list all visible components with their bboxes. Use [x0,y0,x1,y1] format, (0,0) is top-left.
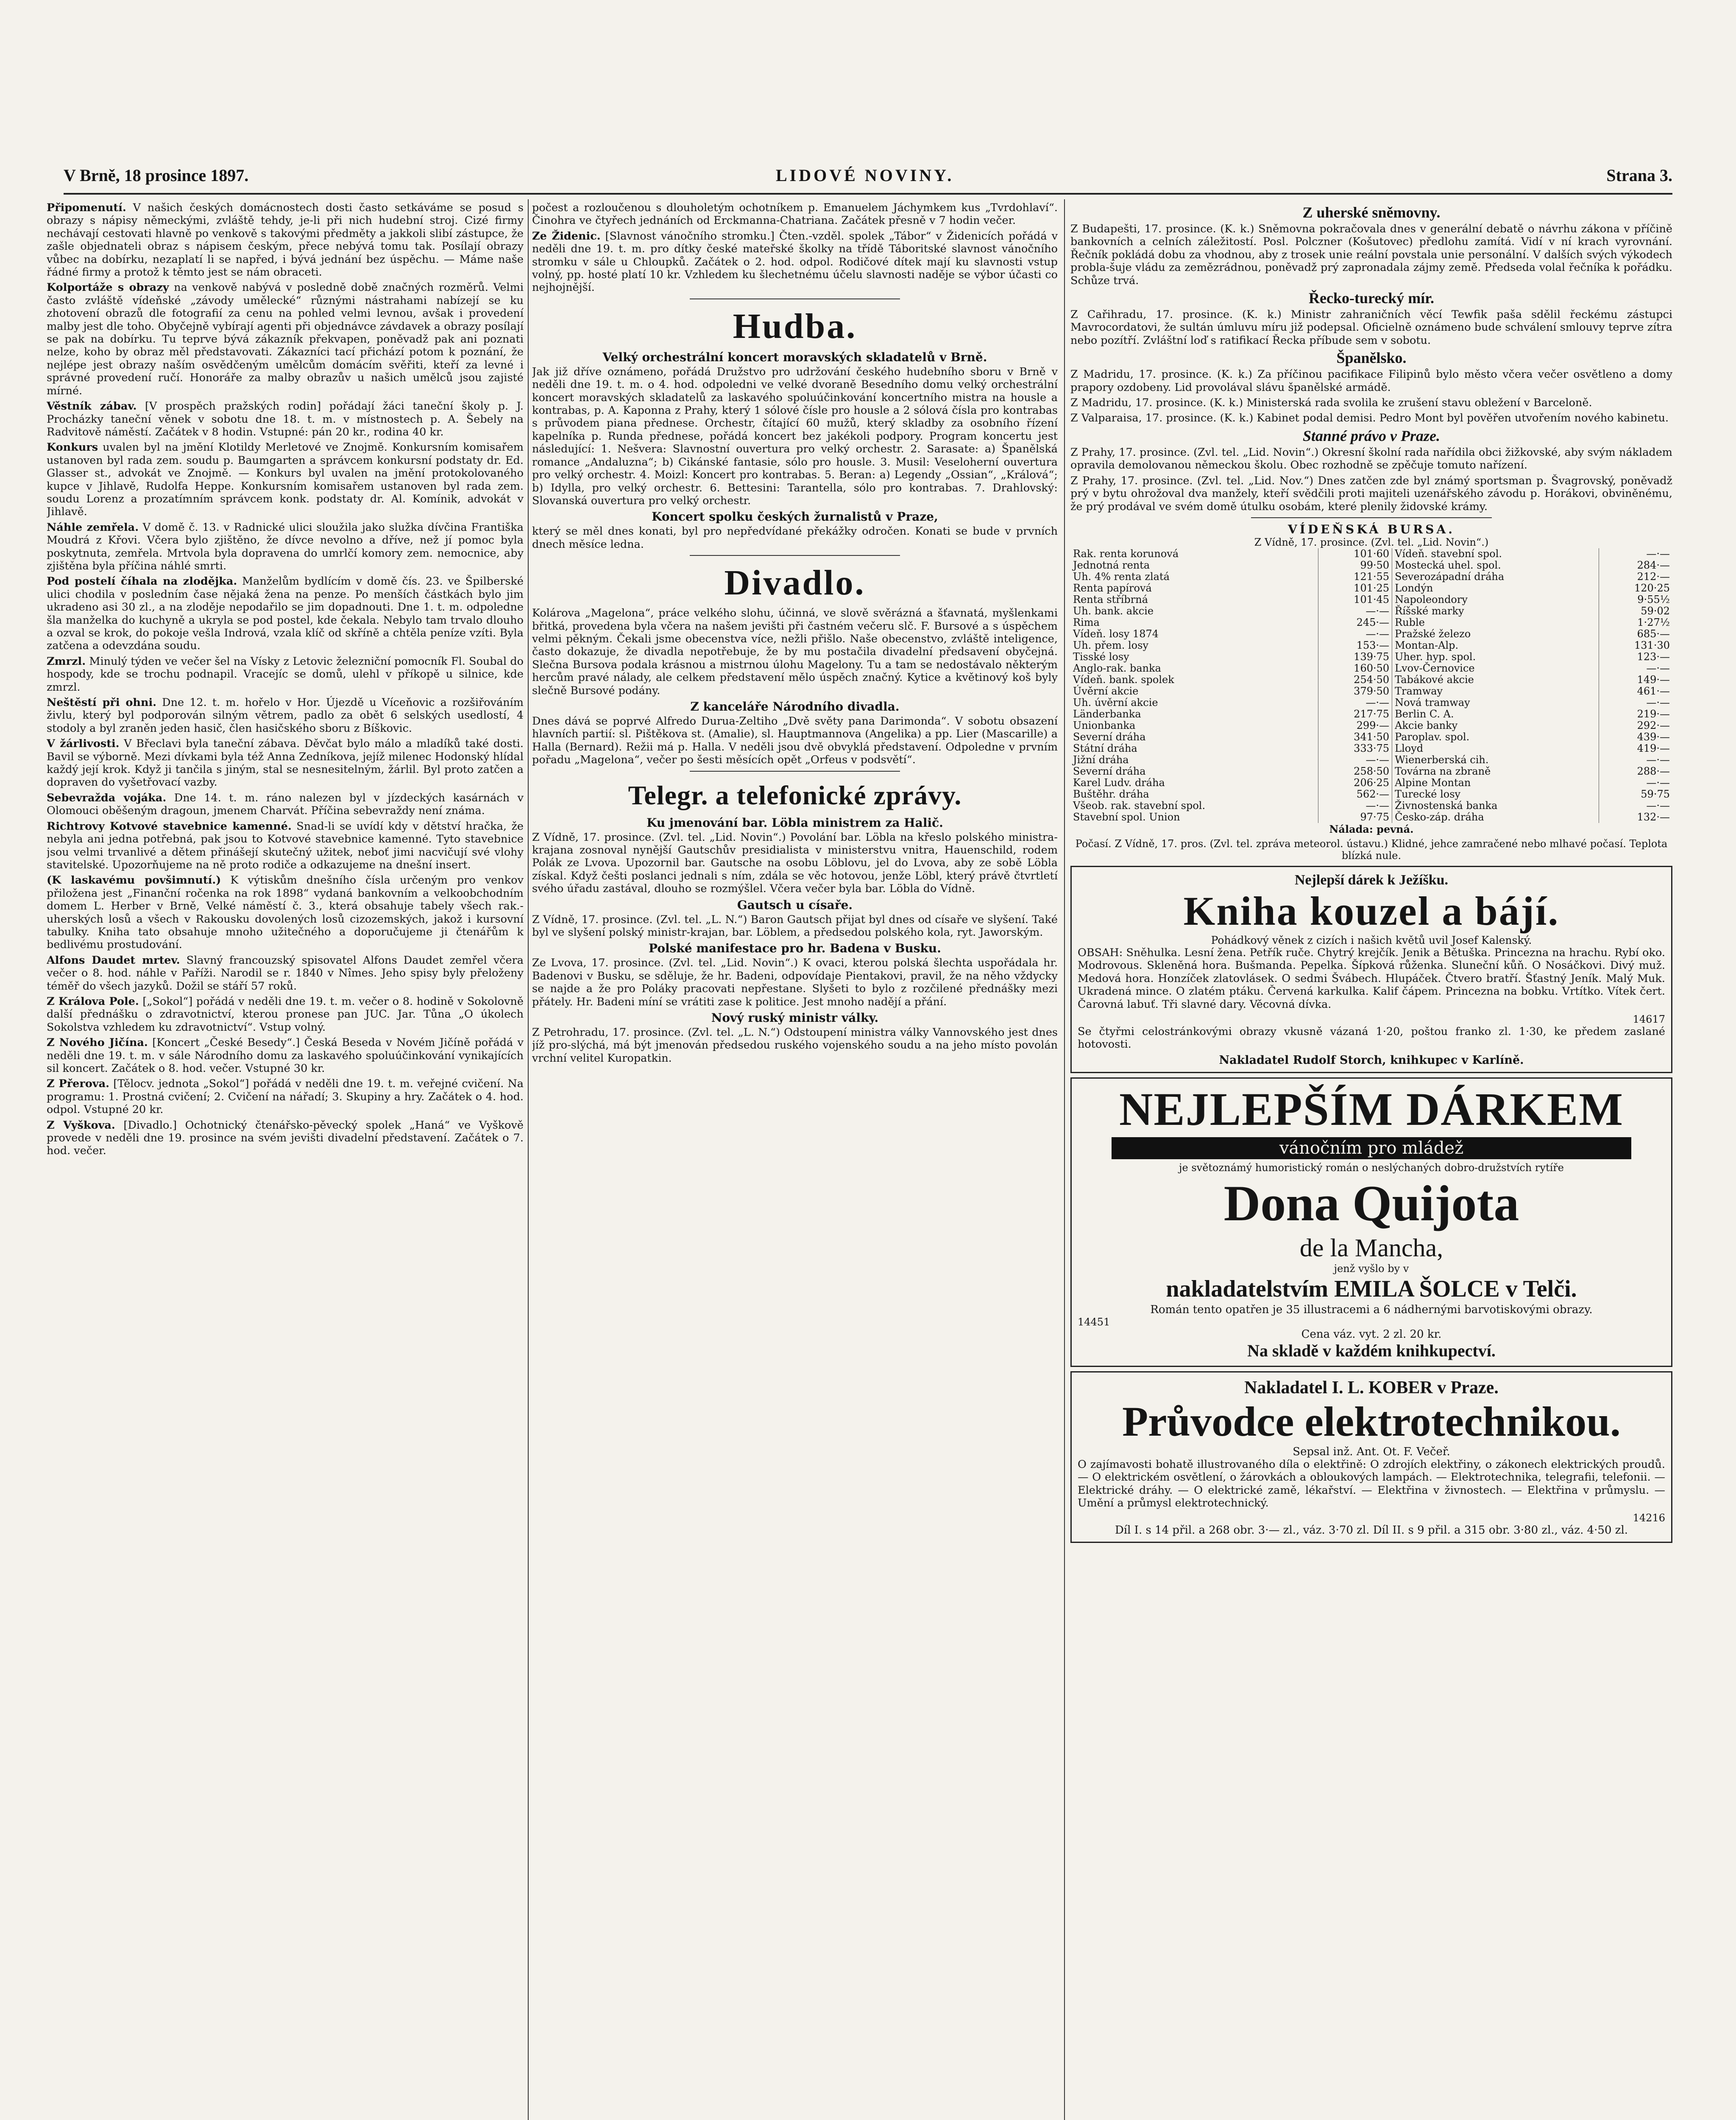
article-headline: Z kanceláře Národního divadla. [690,699,900,714]
bursa-item: Úvěrní akcie [1073,685,1139,697]
bursa-value: 245·— [1318,617,1392,628]
article-text: V domě č. 13. v Radnické ulici sloužila jako služka dívčina Františka Moudrá z Křovi. Včera bylo zjištěno, že dívce nevolno a dříve, než jí pomoc byla poskytnuta, zemřela. Mrtvola byla dopravena do umrlčí komory zem. nemocnice, aby zjištěna byla příčina náhlé smrti. [47,521,524,572]
article-body: Z Prahy, 17. prosince. (Zvl. tel. „Lid. Novin“.) Okresní školní rada nařídila obci žižkovské, aby svým nákladem opravila demolovanou německou školu. Obec rozhodně se zpěčuje tomuto nařízení. [1070,446,1672,472]
article-body: Dnes dává se poprvé Alfredo Durua-Zeltiho „Dvě světy pana Darimonda“. V sobotu obsazení hlavních partií: sl. Pištěkova st. (Amalie), sl. Hauptmannova (Angelika) a pp. Lier (Mascarille) a Halla (Bernard). Režii má p. Halla. V neděli jsou dvě obvyklá představení. Odpoledne v prvním pořadu „Magelona“, večer po šesti měsících opět „Orfeus v podsvětí“. [532,714,1058,767]
article-lead: Z Nového Jičína. [47,1036,148,1049]
ad-top: Nakladatel I. L. KOBER v Praze. [1244,1378,1499,1398]
article-lead: Sebevražda vojáka. [47,791,167,804]
ad-line: Pohádkový věnek z cizích i našich květů uvil Josef Kalenský. [1211,934,1532,946]
ad-price: Se čtyřmi celostránkovými obrazy vkusně vázaná 1·20, poštou franko zl. 1·30, ke předem zaslané hotovosti. [1078,1025,1665,1051]
article [47,792,524,817]
article-headline: Velký orchestrální koncert moravských skladatelů v Brně. [602,350,987,364]
article-body: Jak již dříve oznámeno, pořádá Družstvo pro udržování českého hudebního sboru v Brně v neděli dne 19. t. m. o 4. hod. odpoledni ve velké dvoraně Besedního domu velký orchestrální koncert moravských skladatelů za laskavého spoluúčinkování koncertního mistra na housle a kontrabas, p. A. Kaponna z Prahy, který 1 sólové čísle pro housle a 2 sólová čísla pro kontrabas s průvodem piana přednese. Orchestr, čítající 60 mužů, který skladby za osobního řízení kapelníka p. Runda přednese, pořádá koncert bez jakékoli podpory. Program koncertu jest následující: 1. Nešvera: Slavnostní ouvertura pro velký orchestr. 2. Sarasate: a) Španělská romance „Andaluzna“; b) Cikánské fantasie, sólo pro housle. 3. Musil: Veseloherní ouvertura pro velký orchestr. 4. Moizl: Koncert pro kontrabas. 5. Beran: a) Legendy „Ossian“, „Králová“; b) Idylla, pro velký orchestr. 6. Bettesini: Tarantella, sólo pro kontrabas. 7. Drahlovský: Slovanská ouvertura pro velký orchestr. [532,365,1058,507]
article-lead: Z Vyškova. [47,1119,115,1132]
article-intro: počest a rozloučenou s dlouholetým ochotníkem p. Emanuelem Jáchymkem kus „Tvrdohlaví“. Činohra ve čtyřech jednáních od Erckmanna-Chatriana. Začátek přesně v 7 hodin večer. [532,201,1058,227]
bursa-value: —·— [1599,548,1672,560]
table-row [1070,548,1672,560]
table-row [1070,560,1672,571]
article-headline: Z uherské sněmovny. [1302,204,1441,221]
article-body: Z Vídně, 17. prosince. (Zvl. tel. „L. N.“) Baron Gautsch přijat byl dnes od císaře ve slyšení. Také byl ve slyšení polský ministr-krajan, bar. Löblem, a předsedou polského kola, ryt. Jaworským. [532,913,1058,939]
ad-publisher: nakladatelstvím EMILA ŠOLCE v Telči. [1166,1275,1577,1302]
bursa-item: Pražské železo [1392,628,1599,640]
bursa-value: 288·— [1599,766,1672,777]
ad-author: Sepsal inž. Ant. Ot. F. Večeř. [1293,1445,1450,1458]
bursa-item: Jižní dráha [1073,753,1129,766]
bursa-item: Ruble [1392,617,1599,628]
article-zidenice: Ze Židenic. [Slavnost vánočního stromku.] Čten.-vzděl. spolek „Tábor“ v Židenicích pořádá v neděli dne 19. t. m. pro dítky české mateřské školky na třídě Táboritské slavnost vánočního stromku v sále u Chloupků. Začátek o 2. hod. odpol. Rodičové dítek mají ku slavnosti vstup volný, pp. hosté platí 10 kr. Vzhledem ku šlechetnému účelu slavnosti naděje se výbor účasti co nejhojnější. [532,229,1058,294]
bursa-value: 132·— [1599,812,1672,823]
article-lead: Alfons Daudet mrtev. [47,954,180,967]
article-text: Manželům bydlícím v domě čís. 23. ve Špilberské ulici chodila v posledním čase nějaká žena na penze. Po menších částkách bylo jim ukradeno asi 30 zl., a na zloděje nepodařilo se jim dopadnouti. Dne 1. t. m. odpoledne šla manželka do kuchyně a ukryla se pod postel, kde čekala. Nebylo tam trvalo dlouho a ozval se krok, do pokoje vešla Indrová, vzala klíč od skříně a chtěla peníze vzíti. Byla zatčena a odevzdána soudu. [47,575,524,653]
article [47,696,524,735]
article-lead: Věstník zábav. [47,400,137,413]
bursa-value: 292·— [1599,720,1672,731]
bursa-value: 562·— [1318,789,1392,800]
bursa-item: Rak. renta korunová [1073,547,1179,560]
column-telegrams-ads [1070,201,1672,2120]
bursa-value: —·— [1599,663,1672,674]
divider [690,555,900,556]
bursa-value: 258·50 [1318,766,1392,777]
bursa-value: 139·75 [1318,651,1392,663]
article-text: Dne 12. t. m. hořelo v Hor. Újezdě u Víceňovic a rozšiřováním živlu, který byl podporován silným větrem, padlo za obět 6 selských usedlostí, 4 stodoly a byl zraněn jeden hasič, člen hasičského sboru z Bíškovic. [47,696,524,735]
section-heading-hudba: Hudba. [733,306,857,346]
table-row [1070,754,1672,766]
advert-kniha-kouzel [1070,866,1672,1073]
article [47,1036,524,1075]
bursa-item: Severní dráha [1073,765,1146,777]
bursa-value: —·— [1599,697,1672,709]
article-lead: Z Králova Pole. [47,995,139,1008]
ad-title: Průvodce elektrotechnikou. [1122,1398,1621,1445]
bursa-value: —·— [1318,800,1392,812]
bursa-value: 299·— [1318,720,1392,731]
table-row [1070,605,1672,617]
bursa-item: Anglo-rak. banka [1073,662,1161,674]
bursa-item: Severozápadní dráha [1392,571,1599,583]
bursa-value: 153·— [1318,640,1392,651]
bursa-item: Uher. hyp. spol. [1392,651,1599,663]
bursa-value: 284·— [1599,560,1672,571]
article-headline: Španělsko. [1336,349,1407,367]
bursa-value: —·— [1599,754,1672,766]
bursa-item: Londýn [1392,583,1599,594]
bursa-value: 217·75 [1318,709,1392,720]
advert-elektrotechnika [1070,1371,1672,1543]
table-row [1070,651,1672,663]
article-body: Z Budapešti, 17. prosince. (K. k.) Sněmovna pokračovala dnes v generální debatě o návrhu zákona v příčině bankovních a celních záležitostí. Posl. Polczner (Košutovec) předlohu zamítá. Vidí v ní krach vyrovnání. Řečník pokládá dobu za vhodnou, aby z trosek unie reální povstala unie personální. V dalších svých výkodech probla-šuje vládu za zemězrádnou, poněvadž prý zapronadala zájmy země. Předseda volal řečníka k pořádku. Schůze trvá. [1070,223,1672,287]
table-row [1070,571,1672,583]
bursa-item: Turecké losy [1392,789,1599,800]
ad-ribbon: vánočním pro mládež [1112,1137,1631,1159]
divider [690,771,900,772]
article-lead: Konkurs [47,441,98,454]
ad-parts: Díl I. s 14 přil. a 268 obr. 3·— zl., váz. 3·70 zl. Díl II. s 9 přil. a 315 obr. 3·80 zl., váz. 4·50 zl. [1115,1524,1628,1537]
table-row [1070,628,1672,640]
article-headline: Nový ruský ministr války. [711,1011,879,1025]
article [47,1119,524,1158]
bursa-value: 149·— [1599,674,1672,686]
article-text: uvalen byl na jmění Klotildy Merletové ve Znojmě. Konkursním komisařem ustanoven byl rada zem. soudu p. Baumgarten a správcem konkursní podstaty dr. Ed. Glasser st., advokát ve Znojmě. — Konkurs byl uvalen na jmění protokolovaného kupce v Jihlavě, Rudolfa Heppe. Konkursním komisařem ustanoven byl rada zem. soudu Lorenz a prozatímním správcem konk. podstaty dr. Al. Komínik, advokát v Jihlavě. [47,441,524,519]
article-text: [Divadlo.] Ochotnický čtenářsko-pěvecký spolek „Haná“ ve Vyškově provede v neděli dne 19. prosince na svém jevišti divadelní představení. Začátek o 7. hod. večer. [47,1119,524,1158]
bursa-value: 160·50 [1318,663,1392,674]
header-rule [64,193,1672,195]
bursa-item: Renta papírová [1073,582,1152,594]
article-body: Z Madridu, 17. prosince. (K. k.) Za příčinou pacifikace Filipinů bylo město včera večer osvětleno a domy prapory ozdobeny. Lid provolával slávu španělské armádě. [1070,368,1672,394]
bursa-item: Všeob. rak. stavební spol. [1073,799,1206,812]
article-body: Z Petrohradu, 17. prosince. (Zvl. tel. „L. N.“) Odstoupení ministra války Vannovského jest dnes jíž pro-slýchá, má být jmenován předsedou ruského vojenského soudu a na jeho místo povolán vrchní velitel Kuropatkin. [532,1026,1058,1065]
article-lead: Náhle zemřela. [47,521,139,534]
article-lead: Neštěstí při ohni. [47,696,157,709]
bursa-item: Länderbanka [1073,708,1141,720]
article-text: Minulý týden ve večer šel na Vísky z Letovic železniční pomocník Fl. Soubal do hospody, kde se trochu podnapil. Vracejíc se domů, ulehl v příkopě u silnice, kde zmrzl. [47,655,524,694]
article-lead: Z Přerova. [47,1077,110,1091]
ad-name-sub: de la Mancha, [1299,1233,1443,1262]
section-heading-divadlo: Divadlo. [724,563,866,603]
bursa-item: Severní dráha [1073,731,1146,743]
ad-title: NEJLEPŠÍM DÁRKEM [1119,1083,1624,1135]
divider [690,298,900,299]
ad-publisher: Nakladatel Rudolf Storch, knihkupec v Karlíně. [1219,1053,1524,1067]
article-text: [Koncert „České Besedy“.] Česká Beseda v Novém Jičíně pořádá v neděli dne 19. t. m. v sále Národního domu za laskavého spoluúčinkování vynikajících sil koncert. Začátek o 8. hod. večer. Vstupné 30 kr. [47,1036,524,1075]
header-date: V Brně, 18 prosince 1897. [64,166,249,185]
article-lead: Připomenutí. [47,201,126,214]
ad-text: Román tento opatřen je 35 illustracemi a 6 nádhernými barvotiskovými obrazy. [1150,1303,1593,1316]
column-divider [528,199,529,2120]
bursa-value: —·— [1599,800,1672,812]
bursa-item: Mostecká uhel. spol. [1392,560,1599,571]
ad-code: 14617 [1633,1013,1665,1025]
ad-title: Kniha kouzel a bájí. [1183,888,1560,934]
table-row [1070,731,1672,743]
ad-note: jenž vyšlo by v [1334,1262,1409,1275]
table-row [1070,777,1672,789]
table-row [1070,594,1672,605]
article-text: [V prospěch pražských rodin] pořádají žáci taneční školy p. J. Procházky taneční věnek v sobotu dne 18. t. m. v místnostech p. A. Šebely na Radvitově náměstí. Začátek v 8 hodin. Vstupné: pán 20 kr., rodina 40 kr. [47,400,524,438]
bursa-caption: VÍDEŇSKÁ BURSA. [1288,522,1455,536]
bursa-value: 341·50 [1318,731,1392,743]
ad-text: OBSAH: Sněhulka. Lesní žena. Petřík ruče. Chytrý krejčík. Jenik a Bětuška. Princezna na hrachu. Rybí oko. Modrovous. Skleněná hora. Bušmanda. Pepelka. Šípková růženka. Sluneční kůň. O Nosáčkovi. Divý muž. Medová hora. Honzíček zlatovlásek. O sedmi Švábech. Hlupáček. Čtvero bratří. Šťastný Jeník. Malý Muk. Ukradená mince. O zlatém ptáku. Červená karkulka. Kalif čápem. Princezna na bobku. Vrtítko. Vítek čert. Čarovná labuť. Tři slavné dary. Věcovná dívka. [1078,946,1665,1011]
article [47,820,524,872]
article [47,201,524,279]
article [47,655,524,694]
bursa-item: Továrna na zbraně [1392,766,1599,777]
masthead-title: LIDOVÉ NOVINY. [776,166,954,185]
table-row [1070,697,1672,709]
bursa-item: Uh. bank. akcie [1073,605,1154,617]
table-row [1070,812,1672,823]
bursa-item: Berlin C. A. [1392,709,1599,720]
bursa-mood: Nálada: pevná. [1329,823,1414,835]
bursa-value: —·— [1318,754,1392,766]
bursa-item: Stavební spol. Union [1073,811,1180,823]
divider [1251,517,1492,518]
article [47,281,524,397]
bursa-item: Tramway [1392,686,1599,697]
weather-report: Počasí. Z Vídně, 17. pros. (Zvl. tel. zpráva meteorol. ústavu.) Klidné, jehce zamračené nebo mlhavé počasí. Teplota blízká nule. [1075,837,1668,862]
ad-top: Nejlepší dárek k Ježíšku. [1294,872,1449,888]
bursa-item: Vídeň. losy 1874 [1073,628,1159,640]
article-text: V našich českých domácnostech dosti často setkáváme se posud s obrazy s nápisy německými, zvláště tehdy, je-li při nich hudební stroj. Cizé firmy nechávají cestovati hlavně po venkově s takovými předměty a jakkoli slibí zástupce, že zašle objednateli obraz s nápisem českým, přece nebývá tomu tak. Posílají obrazy vůbec na dobírku, nezaplatí li se napřed, i bývá jednání bez úspěchu. — Máme naše řádné firmy a protož k těmto jest se nám obraceti. [47,201,524,279]
bursa-item: Tisské losy [1073,650,1129,663]
bursa-value: 379·50 [1318,686,1392,697]
article-text: V Břeclavi byla taneční zábava. Děvčat bylo málo a mladíků také dosti. Bavil se výborně. Mezi dívkami byla též Anna Zedníkova, jejíž milenec Hodonský hlídal každý její krok. Když ji tančila s jiným, stal se nesnesitelným, žárlil. Byl proto zatčen a dopraven do vyšetřovací vazby. [47,737,524,789]
article-lead: Pod postelí číhala na zlodějka. [47,575,237,588]
article-headline: Řecko-turecký mír. [1309,290,1434,307]
article [47,954,524,993]
bursa-value: 419·— [1599,743,1672,754]
bursa-item: Uh. přem. losy [1073,639,1148,651]
article-text: K výtiskům dnešního čísla určeným pro venkov přiložena jest „Finanční ročenka na rok 1898“ vydaná bankovním a velkoobchodním domem L. Herber v Brně, Velké náměstí č. 3., která obsahuje tabely všech rak.-uherských losů a všech v Rakousku dovolených losů cizozemských, jakož i kursovní tabulky. Kniha tato obsahuje mnoho užitečného a doporučujeme ji čtenářům k bedlivému prostudování. [47,874,524,951]
section-heading-telegr: Telegr. a telefonické zprávy. [628,780,962,810]
article-body: Ze Lvova, 17. prosince. (Zvl. tel. „Lid. Novin“.) K ovaci, kterou polská šlechta uspořádala hr. Badenovi v Busku, se sděluje, že hr. Badeni, odpovídaje Pientakovi, pravil, že na něho vždycky se najde a že pro Poláky pracovati nepřestane. Slyšeti to bylo z rozčilené přednášky mezi přátely. Hr. Badeni míní se vrátiti zase k politice. Jest mnoho nadějí a přání. [532,957,1058,1008]
advert-don-quijote [1070,1077,1672,1367]
ad-price: Cena váz. vyt. 2 zl. 20 kr. [1301,1328,1442,1341]
ad-code: 14216 [1633,1512,1665,1524]
bursa-item: Uh. úvěrní akcie [1073,696,1158,709]
bursa-value: 99·50 [1318,560,1392,571]
bursa-item: Montan-Alp. [1392,640,1599,651]
bursa-item: Napoleondory [1392,594,1599,605]
bursa-value: 439·— [1599,731,1672,743]
bursa-item: Česko-záp. dráha [1392,812,1599,823]
table-row [1070,663,1672,674]
article-body: Z Madridu, 17. prosince. (K. k.) Ministerská rada svolila ke zrušení stavu obležení v Barceloně. [1070,396,1592,410]
table-row [1070,674,1672,686]
bursa-item: Říšské marky [1392,605,1599,617]
article [47,575,524,652]
column-culture [532,201,1058,2120]
article [47,737,524,789]
table-row [1070,709,1672,720]
bursa-item: Státní dráha [1073,742,1137,754]
article-text: na venkově nabývá v posledně době značných rozměrů. Velmi často zvláště vídeňské „závody umělecké“ různými nástrahami nabízejí se ku zhotovení obrazů dle fotografií za cenu na pohled velmi levnou, avšak i provedení malby jest dle toho. Obyčejně vybírají agenti při objednávce závdavek a obrazy posílají se pak na dobírku. Tu teprve bývá zákazník překvapen, poněvadž pak ani poznati nelze, koho by obraz měl představovati. Zákazníci tací přichází potom k poznání, že nejlépe jest obrazy naším osvědčeným umělcům domácím svěřiti, kteří za levné i správné provedení ručí. Honoráře za malby obrazův u našich umělců jsou zajisté mírné. [47,281,524,397]
page-header [64,165,1672,191]
table-row [1070,583,1672,594]
bursa-value: 131·30 [1599,640,1672,651]
bursa-item: Lvov-Černovice [1392,663,1599,674]
bursa-value: 9·55½ [1599,594,1672,605]
article-headline: Gautsch u císaře. [737,898,853,912]
bursa-item: Tabákové akcie [1392,674,1599,686]
article-text: Snad-li se uvídí kdy v dětství hračka, že nebyla ani jedna potřebná, pak jsou to Kotvové stavebnice kamenné. Tyto stavebnice jsou velmi trvanlivé a dětem přinášejí skutečný užitek, neboť jimi nacvičují své vlohy stavitelské. Upozorňujeme na ně proto rodiče a odkazujeme na dnešní insert. [47,820,524,871]
ad-text: O zajímavosti bohatě illustrovaného díla o elektřině: O zdrojích elektřiny, o zákonech elektrických proudů. — O elektrickém osvětlení, o žárovkách a obloukových lampách. — Elektrotechnika, telegrafii, telefonii. — Elektrické dráhy. — O elektrické zamě, lékařství. — Elektřina v živnostech. — Elektřina v průmyslu. — Umění a průmysl elektrotechnický. [1078,1458,1665,1509]
bursa-value: 97·75 [1318,812,1392,823]
bursa-item: Uh. 4% renta zlatá [1073,570,1170,583]
bursa-item: Nová tramway [1392,697,1599,709]
bursa-item: Unionbanka [1073,719,1136,731]
column-divider [1064,199,1065,2120]
bursa-value: 333·75 [1318,743,1392,754]
bursa-item: Vídeň. bank. spolek [1073,673,1174,686]
bursa-value: 101·25 [1318,583,1392,594]
ad-code: 14451 [1078,1316,1110,1328]
bursa-value: 685·— [1599,628,1672,640]
ad-line: je světoznámý humoristický román o neslýchaných dobro-družstvích rytíře [1179,1161,1564,1174]
article-text: [„Sokol“] pořádá v neděli dne 19. t. m. večer o 8. hodině v Sokolovně další přednášku o zdravotnictví, kterou pronese pan JUC. Jar. Tůna „O úkolech Sokolstva vzhledem ku zdravotnictví“. Vstup volný. [47,995,524,1034]
article-lead: V žárlivosti. [47,737,120,750]
table-row [1070,720,1672,731]
table-row [1070,686,1672,697]
article [47,995,524,1034]
bursa-value: —·— [1318,605,1392,617]
article-headline: Koncert spolku českých žurnalistů v Praze, [652,510,938,524]
bursa-value: —·— [1318,628,1392,640]
bursa-value: 59·02 [1599,605,1672,617]
article-text: Dne 14. t. m. ráno nalezen byl v jízdeckých kasárnách v Olomouci oběšeným dragoun, jmenem Charvát. Příčina sebevraždy není známa. [47,791,524,817]
bursa-item: Jednotná renta [1073,559,1150,571]
table-row [1070,640,1672,651]
bursa-value: 101·60 [1318,548,1392,560]
bursa-value: —·— [1599,777,1672,789]
bursa-item: Karel Ludv. dráha [1073,776,1165,789]
article [47,874,524,951]
table-row [1070,766,1672,777]
bursa-value: 461·— [1599,686,1672,697]
column-local-news [47,201,524,2120]
article-body: Z Cařihradu, 17. prosince. (K. k.) Ministr zahraničních věcí Tewfik paša sdělil řeckému zástupci Mavrocordatovi, že sultán úmluvu míru již podepsal. Oficielně oznámeno bude schválení smlouvy teprve zítra nebo pozítří. Zvláštní loď s ratifikací Řecka příbude sem v sobotu. [1070,308,1672,347]
bursa-item: Wienerberská cih. [1392,754,1599,766]
article [47,1077,524,1116]
bursa-item: Lloyd [1392,743,1599,754]
article-text: Slavný francouzský spisovatel Alfons Daudet zemřel včera večer o 8. hod. náhle v Paříži. Narodil se r. 1840 v Nîmes. Jeho spisy byly přeloženy téměř do všech jazyků. Dožil se stáří 57 roků. [47,954,524,993]
bursa-item: Akcie banky [1392,720,1599,731]
bursa-item: Renta stříbrná [1073,593,1148,605]
bursa-item: Živnostenská banka [1392,800,1599,812]
table-row [1070,617,1672,628]
article-body: Kolárova „Magelona“, práce velkého slohu, účinná, ve slově svěrázná a šťavnatá, myšlenkami břitká, provedena byla včera na našem jevišti při častném večeru slč. F. Bursové a s úspěchem velmi pěkným. Čekali jsme obecenstva více, nežli přišlo. Naše obecenstvo, zvláště inteligence, často dokazuje, že divadla nepotřebuje, že by mu postačila divadelní předsavení obyčejná. Slečna Bursova podala krásnou a mistrnou úlohu Magelony. Tu a tam se nedostávalo některým hercům pravé nálady, ale celkem představení mělo úspěch značný. Kytice a květinový koš byly slečně Bursové podány. [532,607,1058,697]
article-lead: Kolportáže s obrazy [47,281,169,294]
table-row [1070,789,1672,800]
bursa-value: 212·— [1599,571,1672,583]
article-headline: Stanné právo v Praze. [1303,427,1440,444]
article-body: který se měl dnes konati, byl pro nepředvídané překážky odročen. Konati se bude v prvních dnech měsíce ledna. [532,525,1058,551]
page-number: Strana 3. [1606,166,1672,185]
bursa-value: 219·— [1599,709,1672,720]
article [47,400,524,438]
bursa-item: Alpine Montan [1392,777,1599,789]
article-body: Z Valparaisa, 17. prosince. (K. k.) Kabinet podal demisi. Pedro Mont byl pověřen utvořením nového kabinetu. [1070,412,1669,425]
bursa-value: 254·50 [1318,674,1392,686]
table-row [1070,743,1672,754]
ad-foot: Na skladě v každém knihkupectví. [1247,1341,1496,1360]
article-lead: (K laskavému povšimnutí.) [47,874,221,887]
article-body: Z Vídně, 17. prosince. (Zvl. tel. „Lid. Novin“.) Povolání bar. Löbla na křeslo polského ministra-krajana zosnoval nynější Gautschův presidialista v ministerstvu vnitra, Hauenschild, rodem Polák ze Lvova. Upozornil bar. Gautsche na osobu Löblovu, jel do Lvova, aby ze sobě Löbla získal. Když češti poslanci jednali s ním, zdála se věc hotovou, jenže Löbl, který právě čtvrtletí svého úřadu zastával, dlouho se rozmýšlel. Včera večer byla bar. Löbla do Vídně. [532,831,1058,895]
bursa-value: 123·— [1599,651,1672,663]
bursa-value: —·— [1318,697,1392,709]
bursa-value: 206·25 [1318,777,1392,789]
ad-name: Dona Quijota [1223,1174,1519,1231]
article-headline: Ku jmenování bar. Löbla ministrem za Halič. [646,815,943,830]
article [47,521,524,573]
bursa-item: Rima [1073,616,1100,628]
bursa-table [1070,548,1672,823]
article-text: [Tělocv. jednota „Sokol“] pořádá v neděli dne 19. t. m. veřejné cvičení. Na programu: 1. Prostná cvičení; 2. Cvičení na nářadí; 3. Skupiny a hry. Začátek o 4. hod. odpol. Vstupné 20 kr. [47,1077,524,1116]
article-lead: Zmrzl. [47,655,86,668]
article-lead: Richtrovy Kotvové stavebnice kamenné. [47,820,292,833]
bursa-item: Paroplav. spol. [1392,731,1599,743]
article-headline: Polské manifestace pro hr. Badena v Busku. [649,941,941,956]
bursa-value: 121·55 [1318,571,1392,583]
article-body: Z Prahy, 17. prosince. (Zvl. tel. „Lid. Nov.“) Dnes zatčen zde byl známý sportsman p. Švagrovský, poněvadž prý v bytu ohrožoval dva manžely, kteří svědčili proti majiteli uzenářského závodu p. Horákovi, obviněnému, že prý prodával ve svém domě útulku osobám, které plenily židovské krámy. [1070,474,1672,513]
table-row [1070,800,1672,812]
bursa-item: Vídeň. stavební spol. [1392,548,1599,560]
article [47,441,524,518]
bursa-item: Buštěhr. dráha [1073,788,1149,800]
bursa-value: 120·25 [1599,583,1672,594]
bursa-value: 59·75 [1599,789,1672,800]
bursa-subcaption: Z Vídně, 17. prosince. (Zvl. tel. „Lid. Novin“.) [1254,536,1489,548]
bursa-value: 1·27½ [1599,617,1672,628]
bursa-value: 101·45 [1318,594,1392,605]
